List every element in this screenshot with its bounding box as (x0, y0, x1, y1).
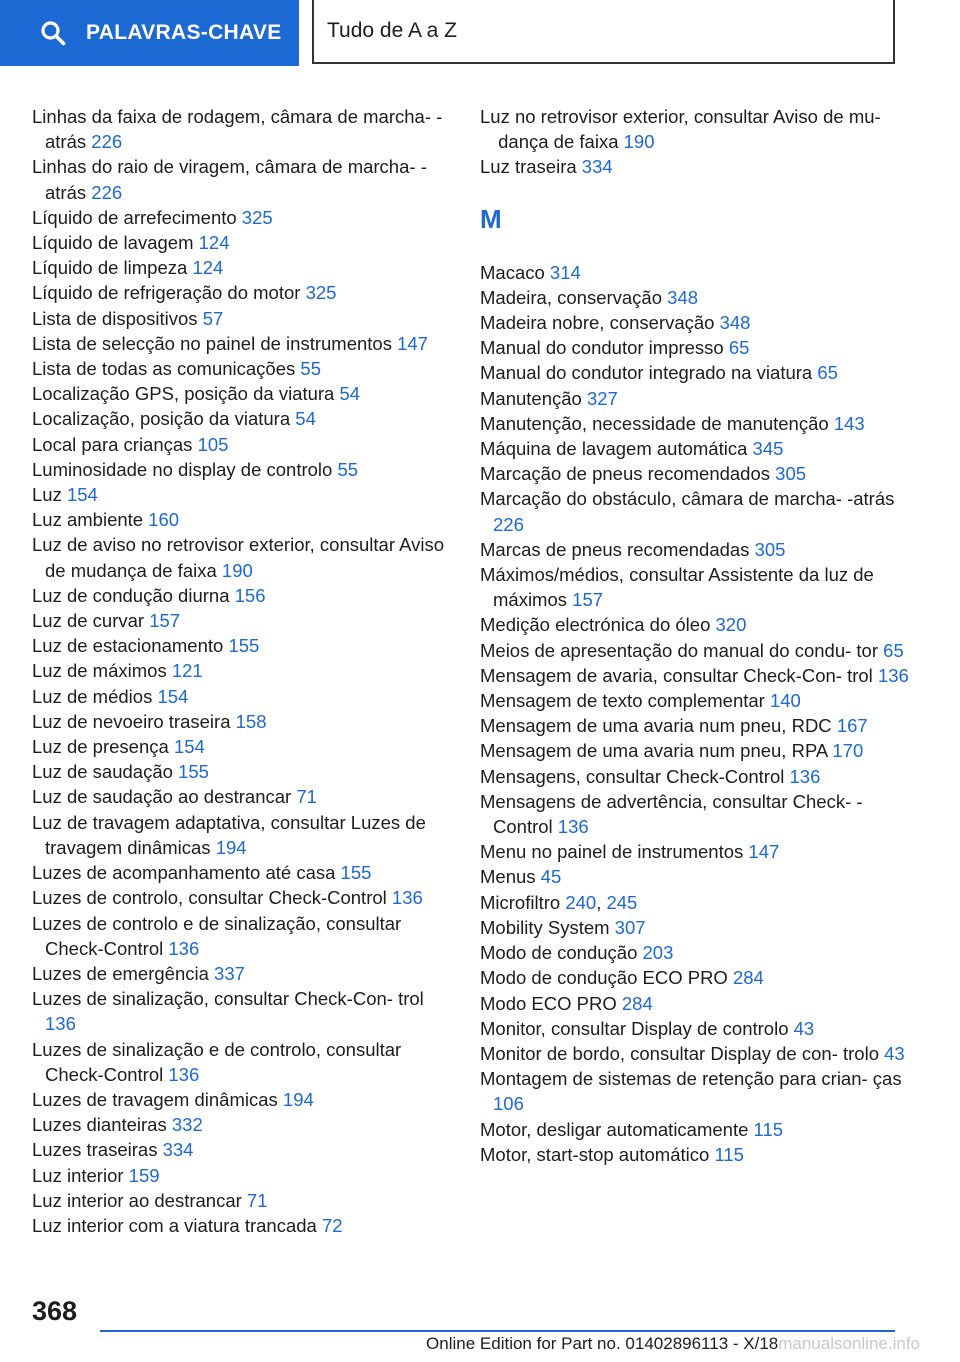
page-link[interactable]: 124 (198, 232, 230, 254)
index-term: Monitor, consultar Display de controlo (480, 1017, 789, 1039)
footer-edition-text: Online Edition for Part no. 01402896113 - X/18 (426, 1334, 779, 1353)
index-group-l-continued (480, 104, 910, 180)
search-icon (40, 20, 66, 46)
index-entry (32, 255, 452, 280)
index-term: Montagem de sistemas de retenção para crian- ças (480, 1068, 902, 1090)
index-term: Mensagem de texto complementar (480, 690, 765, 712)
index-entry (480, 764, 910, 789)
index-group-m (480, 260, 910, 1167)
page-link[interactable]: 158 (235, 710, 267, 732)
page-number: 368 (32, 1296, 78, 1326)
index-term: Localização, posição da viatura (32, 408, 291, 430)
page-link[interactable]: 136 (168, 937, 200, 959)
index-term: Luzes traseiras (32, 1139, 158, 1161)
index-entry (480, 562, 910, 612)
index-term: Menus (480, 866, 536, 888)
index-term: Luz de aviso no retrovisor exterior, consultar Aviso de mudança de faixa (32, 534, 445, 581)
index-entry (480, 713, 910, 738)
page-link[interactable]: 140 (769, 690, 801, 712)
page-link[interactable]: 121 (171, 660, 203, 682)
index-entry (480, 1117, 910, 1142)
page-link[interactable]: 325 (305, 282, 337, 304)
top-navigation (0, 0, 960, 66)
index-term: Mensagens, consultar Check-Control (480, 765, 785, 787)
index-term: Mensagens de advertência, consultar Check- -Control (480, 790, 863, 838)
index-entry (32, 1137, 452, 1162)
index-entry (480, 1041, 910, 1066)
index-term: Luzes de controlo, consultar Check-Control (32, 887, 387, 909)
index-entry (480, 991, 910, 1016)
index-entry (32, 280, 452, 305)
page-link[interactable]: 155 (228, 635, 260, 657)
index-term: Luz de saudação ao destrancar (32, 786, 292, 808)
index-entry (480, 411, 910, 436)
footer-edition (426, 1334, 920, 1354)
index-term: Luz de presença (32, 736, 169, 758)
index-entry (480, 360, 910, 385)
index-entry (480, 461, 910, 486)
index-entry (480, 486, 910, 536)
index-entry (32, 1163, 452, 1188)
index-term: Manual do condutor impresso (480, 337, 724, 359)
page-link[interactable]: 226 (91, 181, 123, 203)
index-entry (480, 965, 910, 990)
index-entry (32, 684, 452, 709)
page-link[interactable]: 45 (540, 866, 562, 888)
index-column-left (32, 104, 452, 1238)
page-link[interactable]: 143 (833, 412, 865, 434)
index-entry (32, 608, 452, 633)
page-link[interactable]: 136 (789, 765, 821, 787)
index-term: Lista de todas as comunicações (32, 358, 296, 380)
page-link[interactable]: 154 (173, 736, 205, 758)
index-term: Mensagem de uma avaria num pneu, RPA (480, 740, 828, 762)
page-link[interactable]: 115 (714, 1143, 744, 1165)
index-entry (32, 432, 452, 457)
index-entry (480, 386, 910, 411)
page-link[interactable]: 245 (606, 891, 638, 913)
page-link[interactable]: 194 (282, 1088, 314, 1110)
index-term: Luz no retrovisor exterior, consultar Aviso de mu- dança de faixa (480, 106, 881, 153)
page-link[interactable]: 72 (321, 1214, 343, 1236)
index-term: Líquido de arrefecimento (32, 206, 237, 228)
index-term: Luz interior com a viatura trancada (32, 1214, 317, 1236)
page-link[interactable]: 332 (171, 1114, 203, 1136)
page-link[interactable]: 155 (340, 862, 372, 884)
index-entry (480, 154, 910, 179)
index-term: Luz de saudação (32, 761, 173, 783)
page-link[interactable]: 160 (148, 509, 180, 531)
index-entry (480, 310, 910, 335)
page-link[interactable]: 314 (549, 261, 581, 283)
index-term: Luz de médios (32, 685, 153, 707)
index-term: Luz de máximos (32, 660, 167, 682)
index-entry (32, 406, 452, 431)
page-link[interactable]: 190 (623, 131, 655, 153)
index-term: Meios de apresentação do manual do condu- tor (480, 639, 879, 661)
index-entry (32, 885, 452, 910)
index-term: Marcação de pneus recomendados (480, 463, 771, 485)
index-term: Medição electrónica do óleo (480, 614, 711, 636)
index-term: Motor, desligar automaticamente (480, 1118, 749, 1140)
index-term: Líquido de refrigeração do motor (32, 282, 301, 304)
page-link[interactable]: 284 (621, 992, 653, 1014)
page-link[interactable]: 136 (168, 1063, 200, 1085)
index-term: Máximos/médios, consultar Assistente da luz de máximos (480, 564, 874, 611)
index-entry (32, 1087, 452, 1112)
index-entry (32, 104, 452, 154)
index-entry (32, 381, 452, 406)
page-link[interactable]: 71 (246, 1189, 268, 1211)
index-entry (32, 356, 452, 381)
index-entry (32, 1188, 452, 1213)
page-link[interactable]: 190 (221, 559, 253, 581)
index-entry (480, 663, 910, 688)
index-term: Modo ECO PRO (480, 992, 617, 1014)
index-term: Líquido de lavagem (32, 232, 194, 254)
page-link[interactable]: 65 (817, 362, 838, 384)
index-term: Motor, start-stop automático (480, 1143, 710, 1165)
index-entry (480, 940, 910, 965)
page-link[interactable]: 325 (241, 206, 273, 228)
index-entry (32, 306, 452, 331)
page-link[interactable]: 65 (883, 639, 904, 661)
index-term: Luminosidade no display de controlo (32, 458, 333, 480)
index-entry (32, 986, 452, 1036)
index-term: Luz interior ao destrancar (32, 1189, 242, 1211)
page-link[interactable]: 203 (642, 942, 674, 964)
page-link[interactable]: 194 (215, 836, 247, 858)
index-term: Luz interior (32, 1164, 124, 1186)
page-link[interactable]: 54 (339, 383, 361, 405)
index-entry (32, 810, 452, 860)
index-entry (32, 1112, 452, 1137)
footer-divider (100, 1330, 895, 1332)
index-entry (32, 205, 452, 230)
index-term: Luzes de sinalização e de controlo, consultar Check-Control (32, 1038, 402, 1085)
index-term: Mobility System (480, 916, 610, 938)
index-entry (32, 961, 452, 986)
page-link[interactable]: 337 (214, 962, 245, 984)
index-term: Luz de nevoeiro traseira (32, 710, 231, 732)
index-entry (32, 734, 452, 759)
index-term: Mensagem de avaria, consultar Check-Con- trol (480, 664, 873, 686)
index-term: Luz traseira (480, 156, 577, 178)
page-link[interactable]: 54 (295, 408, 316, 430)
index-term: Luzes de acompanhamento até casa (32, 862, 336, 884)
index-entry (480, 839, 910, 864)
page-link[interactable]: 327 (586, 387, 618, 409)
index-term: Localização GPS, posição da viatura (32, 383, 335, 405)
index-term: Líquido de limpeza (32, 257, 188, 279)
tab-a-to-z[interactable]: Tudo de A a Z (312, 0, 895, 64)
page-link[interactable]: 156 (234, 584, 266, 606)
page-link[interactable]: 240 (565, 891, 597, 913)
index-term: Madeira, conservação (480, 286, 663, 308)
index-entry (32, 1037, 452, 1087)
index-entry (480, 915, 910, 940)
index-entry (32, 532, 452, 582)
index-term: Monitor de bordo, consultar Display de con- trolo (480, 1042, 879, 1064)
page-link[interactable]: 136 (557, 816, 589, 838)
index-term: Luzes dianteiras (32, 1114, 167, 1136)
page-link[interactable]: 226 (493, 513, 524, 535)
page-link[interactable]: 155 (178, 761, 209, 783)
keywords-button[interactable] (0, 0, 299, 66)
index-term: Marcas de pneus recomendadas (480, 538, 750, 560)
page-link[interactable]: 147 (748, 841, 780, 863)
page-link[interactable]: 65 (728, 337, 750, 359)
index-term: Luzes de controlo e de sinalização, consultar Check-Control (32, 912, 402, 959)
index-term: Luz ambiente (32, 509, 144, 531)
index-entry (480, 1142, 910, 1167)
page-link[interactable]: 284 (732, 967, 764, 989)
index-entry (480, 864, 910, 889)
page-link[interactable]: 305 (754, 538, 786, 560)
page-link[interactable]: 305 (775, 463, 807, 485)
page-link[interactable]: 334 (581, 156, 613, 178)
index-term: Local para crianças (32, 433, 193, 455)
index-entry (32, 230, 452, 255)
index-entry (480, 612, 910, 637)
page-link[interactable]: 334 (162, 1139, 194, 1161)
page-link[interactable]: 226 (91, 131, 123, 153)
index-entry (480, 688, 910, 713)
page-link[interactable]: 136 (391, 887, 423, 909)
index-entry: Microfiltro 240, 245 (480, 891, 638, 913)
index-term: Manutenção (480, 387, 582, 409)
index-entry (32, 331, 452, 356)
page-link[interactable]: 307 (614, 916, 646, 938)
index-term: Luz de curvar (32, 610, 145, 632)
index-entry (32, 154, 452, 204)
page-link[interactable]: 157 (572, 589, 604, 611)
index-entry (480, 1016, 910, 1041)
index-entry (480, 285, 910, 310)
index-term: Linhas do raio de viragem, câmara de marcha- -atrás (32, 156, 427, 203)
index-term: Manual do condutor integrado na viatura (480, 362, 813, 384)
page-link[interactable]: 124 (192, 257, 224, 279)
index-entry (32, 911, 452, 961)
index-term: Marcação do obstáculo, câmara de marcha- -atrás (480, 488, 895, 510)
footer-watermark: manualsonline.info (778, 1334, 920, 1353)
index-column-right (480, 104, 910, 1167)
page-link[interactable]: 159 (128, 1164, 160, 1186)
page-link[interactable]: 154 (66, 484, 98, 506)
index-entry (480, 1066, 910, 1116)
section-letter-m: M (480, 203, 502, 234)
page-link[interactable]: 43 (793, 1017, 815, 1039)
index-entry (32, 583, 452, 608)
page-link[interactable]: 147 (397, 332, 428, 354)
page-link[interactable]: 345 (752, 438, 784, 460)
page-link[interactable]: 348 (667, 286, 699, 308)
index-term: Linhas da faixa de rodagem, câmara de marcha- -atrás (32, 106, 443, 153)
index-term: Microfiltro (480, 891, 561, 913)
index-entry (32, 633, 452, 658)
page-link[interactable]: 136 (877, 664, 909, 686)
page-link[interactable]: 167 (836, 715, 868, 737)
index-entry (32, 507, 452, 532)
index-entry (32, 784, 452, 809)
page-link[interactable]: 320 (715, 614, 747, 636)
index-term: Modo de condução ECO PRO (480, 967, 728, 989)
index-term: Luz de travagem adaptativa, consultar Luzes de travagem dinâmicas (32, 811, 426, 858)
index-term: Lista de dispositivos (32, 307, 198, 329)
page-link[interactable]: 170 (832, 740, 864, 762)
index-term: Madeira nobre, conservação (480, 312, 715, 334)
index-term: Luz de condução diurna (32, 584, 230, 606)
index-entry (32, 709, 452, 734)
page-link[interactable]: 348 (719, 312, 751, 334)
index-term: Macaco (480, 261, 545, 283)
index-entry (480, 335, 910, 360)
page-link[interactable]: 71 (296, 786, 317, 808)
page-link[interactable]: 55 (337, 458, 359, 480)
index-entry (480, 738, 910, 763)
index-entry (480, 789, 910, 839)
page-link[interactable]: 115 (753, 1118, 784, 1140)
index-term: Menu no painel de instrumentos (480, 841, 744, 863)
index-term: Luzes de emergência (32, 962, 209, 984)
page-link[interactable]: 157 (149, 610, 181, 632)
index-term: Luz (32, 484, 62, 506)
page-link[interactable]: 154 (157, 685, 189, 707)
page-link[interactable]: 55 (300, 358, 321, 380)
index-term: Máquina de lavagem automática (480, 438, 748, 460)
index-entry (32, 1213, 452, 1238)
index-entry (32, 658, 452, 683)
index-term: Mensagem de uma avaria num pneu, RDC (480, 715, 832, 737)
index-entry (32, 457, 452, 482)
index-entry (32, 482, 452, 507)
index-term: Manutenção, necessidade de manutenção (480, 412, 829, 434)
keywords-button-label: PALAVRAS-CHAVE (86, 21, 282, 44)
page-link[interactable]: 136 (45, 1013, 76, 1035)
index-entry (32, 759, 452, 784)
index-term: Luz de estacionamento (32, 635, 224, 657)
index-term: Luzes de sinalização, consultar Check-Con- trol (32, 988, 424, 1010)
index-term: Modo de condução (480, 942, 638, 964)
index-entry (480, 537, 910, 562)
page-link[interactable]: 57 (202, 307, 224, 329)
index-entry (480, 436, 910, 461)
index-entry (480, 260, 910, 285)
index-entry (32, 860, 452, 885)
index-entry (480, 638, 910, 663)
page-link[interactable]: 105 (197, 433, 229, 455)
page-link[interactable]: 106 (493, 1093, 524, 1115)
page-link[interactable]: 43 (884, 1042, 905, 1064)
index-term: Luzes de travagem dinâmicas (32, 1088, 278, 1110)
index-term: Lista de selecção no painel de instrumentos (32, 332, 392, 354)
index-entry (480, 104, 910, 154)
